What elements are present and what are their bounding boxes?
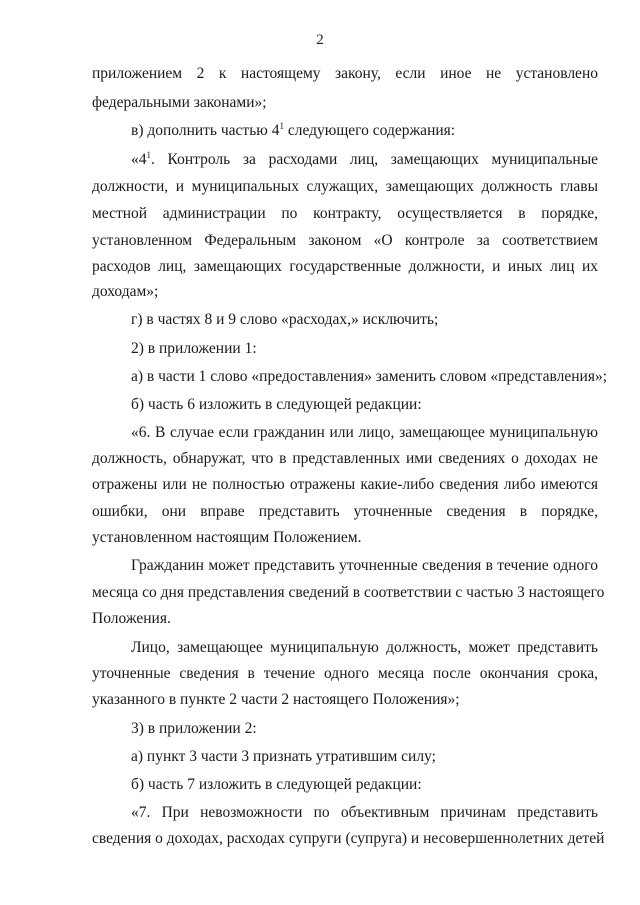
text-line: отражены или не полностью отражены какие-либо сведения либо имеются <box>92 476 598 493</box>
text-line: 3) в приложении 2: <box>131 720 257 737</box>
text-line: должность, обнаружат, что в представленных ими сведениях о доходах не <box>92 450 598 467</box>
text-line: установленном Федеральным законом «О контроле за соответствием <box>92 232 598 249</box>
text-line: указанного в пункте 2 части 2 настоящего Положения»; <box>92 691 460 708</box>
text-fragment: в) дополнить частью 4 <box>131 122 280 139</box>
text-line: Лицо, замещающее муниципальную должность, может представить <box>131 639 598 656</box>
page-number: 2 <box>316 32 324 48</box>
text-line: расходов лиц, замещающих государственные должности, и иных лиц их <box>92 258 598 275</box>
text-line: приложением 2 к настоящему закону, если иное не установлено <box>92 65 598 82</box>
text-line: местной администрации по контракту, осуществляется в порядке, <box>92 205 598 222</box>
text-line: а) в части 1 слово «предоставления» заменить словом «представления»; <box>131 368 608 385</box>
text-line: Гражданин может представить уточненные сведения в течение одного <box>131 557 598 574</box>
text-fragment: следующего содержания: <box>287 122 456 139</box>
text-line: сведения о доходах, расходах супруги (супруга) и несовершеннолетних детей <box>92 830 605 847</box>
text-line: месяца со дня представления сведений в соответствии с частью 3 настоящего <box>92 584 605 601</box>
text-fragment: . Контроль за расходами лиц, замещающих муниципальные <box>151 151 598 168</box>
superscript: 1 <box>279 121 284 131</box>
text-line: б) часть 6 изложить в следующей редакции: <box>131 396 422 413</box>
text-line: федеральными законами»; <box>92 94 267 111</box>
text-line: установленном настоящим Положением. <box>92 529 362 546</box>
superscript: 1 <box>146 150 151 160</box>
text-line: должности, и муниципальных служащих, замещающих должность главы <box>92 178 598 195</box>
text-line: б) часть 7 изложить в следующей редакции: <box>131 776 422 793</box>
text-line: доходам»; <box>92 283 159 300</box>
text-line: «7. При невозможности по объективным причинам представить <box>131 804 598 821</box>
text-line: г) в частях 8 и 9 слово «расходах,» исключить; <box>131 311 439 328</box>
text-line <box>131 121 455 141</box>
text-line: ошибки, они вправе представить уточненные сведения в порядке, <box>92 503 598 520</box>
text-line: а) пункт 3 части 3 признать утратившим силу; <box>131 748 436 765</box>
text-line: Положения. <box>92 610 171 627</box>
text-line: уточненные сведения в течение одного месяца после окончания срока, <box>92 665 598 682</box>
text-line <box>131 150 598 170</box>
text-fragment: «4 <box>131 151 147 168</box>
text-line: 2) в приложении 1: <box>131 340 257 357</box>
text-line: «6. В случае если гражданин или лицо, замещающее муниципальную <box>131 424 598 441</box>
